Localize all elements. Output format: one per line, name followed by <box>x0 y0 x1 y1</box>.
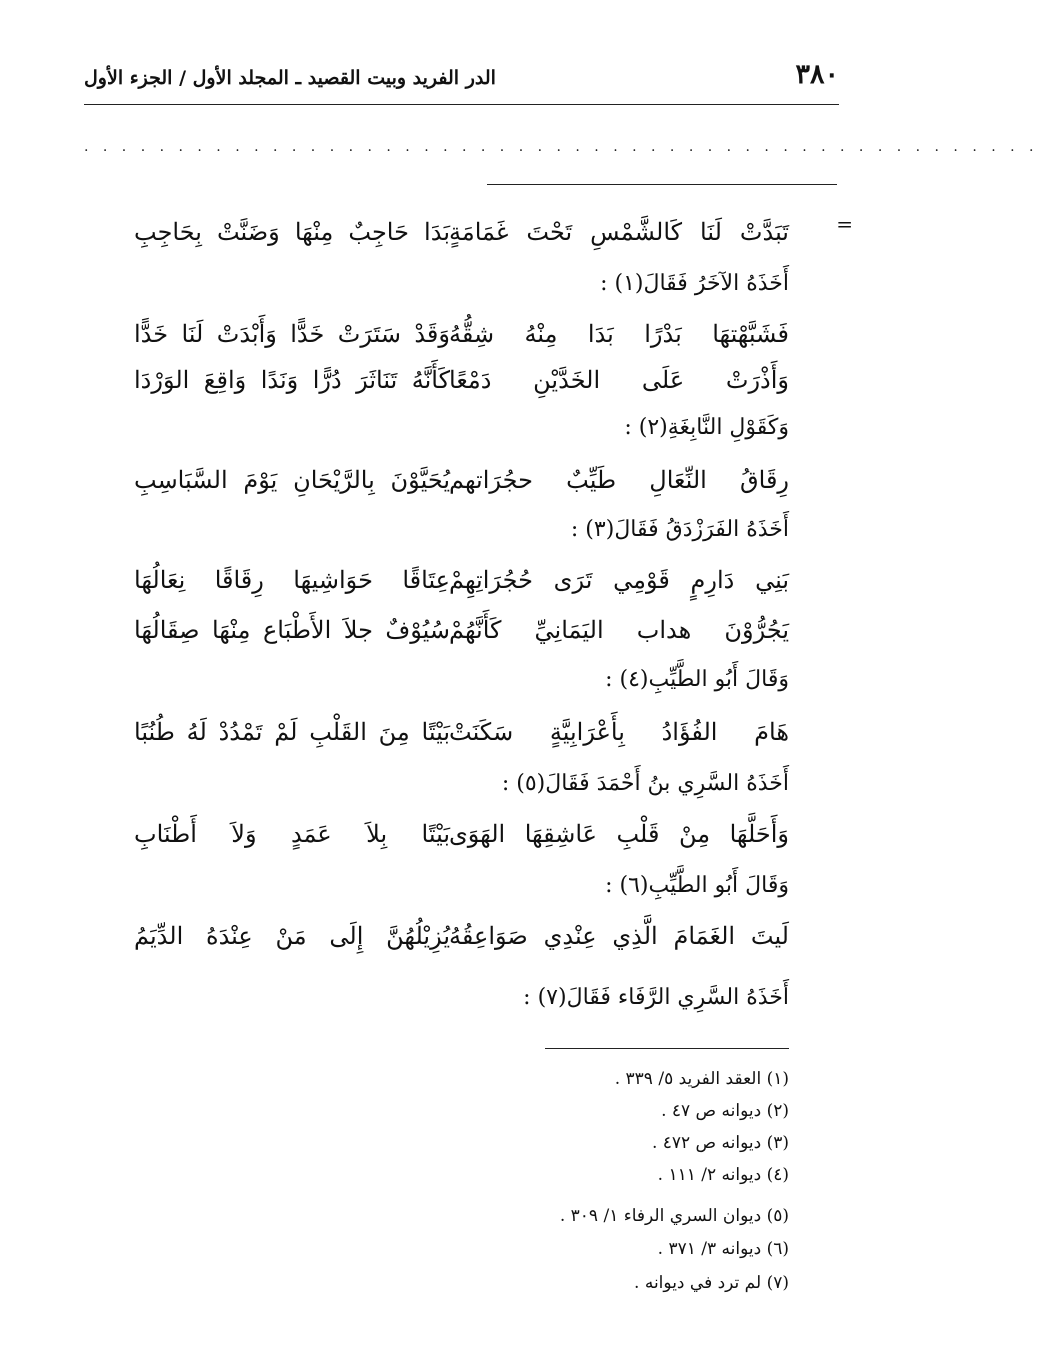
verse-first-hemistich: تَبَدَّتْ لَنَا كَالشَّمْسِ تَحْتَ غَمَامَةٍ <box>449 218 789 246</box>
verse-first-hemistich: وَأَحَلَّهَا مِنْ قَلْبِ عَاشِقِهَا الهَوَى <box>449 820 789 848</box>
verse-second-hemistich: كَأَنَّهُ تَنَاثَرَ دُرًّا وَنَدًا وَاقِعَ الوَرْدَا <box>134 366 450 394</box>
verse-second-hemistich: عِتَاقًا حَوَاشِيهَا رِقَاقًا نِعَالُهَا <box>134 566 450 594</box>
footnote: (٤) ديوانه ٢/ ١١١ . <box>657 1165 789 1185</box>
prose-line: أَخَذَهُ الآخَرُ فَقَالَ(١) : <box>600 271 789 296</box>
verse-second-hemistich: بَدَا حَاجِبٌ مِنْهَا وَضَنَّتْ بِحَاجِبِ <box>134 218 450 246</box>
verse-first-hemistich: لَيتَ الغَمَامَ الَّذِي عِنْدِي صَوَاعِقُهُ <box>449 922 789 950</box>
verse-line <box>134 610 789 650</box>
verse-second-hemistich: يُحَيَّوْنَ بِالرَّيْحَانِ يَوْمَ السَّبَاسِبِ <box>134 466 450 494</box>
footnote: (١) العقد الفريد ٥/ ٣٣٩ . <box>614 1069 789 1089</box>
verse-line <box>134 314 789 354</box>
footnote: (٣) ديوانه ص ٤٧٢ . <box>651 1133 789 1153</box>
verse-second-hemistich: وَقَدْ سَتَرَتْ خَدًّا وَأَبْدَتْ لَنَا خَدًّا <box>134 320 450 348</box>
footnote: (٧) لم ترد في ديوانه . <box>634 1273 789 1293</box>
prose-line: أَخَذَهُ السَّرِي الرَّفَاء فَقَالَ(٧) : <box>523 985 789 1010</box>
page-header <box>84 58 839 96</box>
verse-second-hemistich: بَيْتًا مِنَ القَلْبِ لَمْ تَمْدُدْ لَهُ طُنُبًا <box>134 718 450 746</box>
footnote: (٥) ديوان السري الرفاء ١/ ٣٠٩ . <box>559 1206 789 1226</box>
verse-first-hemistich: يَجُرُّوْنَ هداب اليَمَانِيِّ كَأَنَّهُمْ <box>449 616 789 644</box>
verse-line <box>134 814 789 854</box>
prose-line: وَقَالَ أَبُو الطَّيِّبِ(٦) : <box>605 873 789 898</box>
prose-line: وَكَقَوْلِ النَّابِغَةِ(٢) : <box>624 415 789 440</box>
footnote-rule <box>545 1048 789 1049</box>
separator-dots: . . . . . . . . . . . . . . . . . . . . . . . . . . . . . . . . . . . . . . . . . . . . . . . . . . . <box>84 139 1038 155</box>
verse-second-hemistich: يُزِيْلُهُنَّ إِلَى مَنْ عِنْدَهُ الدِّيَمُ <box>134 922 450 950</box>
prose-line: أَخَذَهُ الفَرَزْدَقُ فَقَالَ(٣) : <box>570 517 789 542</box>
verse-line <box>134 212 789 252</box>
verse-second-hemistich: بَيْتًا بِلاَ عَمَدٍ وَلاَ أَطْنَابِ <box>134 820 450 848</box>
verse-first-hemistich: بَنِي دَارِمٍ قَوْمِي تَرَى حُجُرَاتِهِمْ <box>449 566 789 594</box>
page-number: ٣٨٠ <box>795 59 839 90</box>
verse-first-hemistich: فَشَبَّهْتهَا بَدْرًا بَدَا مِنْهُ شِقُّهُ <box>449 320 789 348</box>
section-rule <box>487 184 837 185</box>
verse-line <box>134 460 789 500</box>
footnote: (٢) ديوانه ص ٤٧ . <box>661 1101 789 1121</box>
verse-line <box>134 712 789 752</box>
verse-second-hemistich: سُيُوْفٌ جلاَ الأَطْبَاع مِنْهَا صِقَالُهَا <box>134 616 450 644</box>
verse-line <box>134 560 789 600</box>
verse-first-hemistich: وَأَذْرَتْ عَلَى الخَدَّيْنِ دَمْعًا <box>449 366 789 394</box>
prose-line: وَقَالَ أَبُو الطَّيِّبِ(٤) : <box>605 667 789 692</box>
prose-line: أَخَذَهُ السَّرِي بنُ أَحْمَدَ فَقَالَ(٥) : <box>501 771 789 796</box>
verse-first-hemistich: رِقَاقُ النِّعَالِ طَيِّبٌ حجُرَاتهم <box>449 466 789 494</box>
verse-first-hemistich: هَامَ الفُؤَادُ بِأَعْرَابِيَّةٍ سَكَنَتْ <box>449 718 789 746</box>
verse-line <box>134 916 789 956</box>
header-rule <box>84 104 839 105</box>
footnote: (٦) ديوانه ٣/ ٣٧١ . <box>657 1239 789 1259</box>
continuation-mark: = <box>836 212 853 236</box>
verse-line <box>134 360 789 400</box>
running-title: الدر الفريد وبيت القصيد ـ المجلد الأول / الجزء الأول <box>84 67 496 89</box>
